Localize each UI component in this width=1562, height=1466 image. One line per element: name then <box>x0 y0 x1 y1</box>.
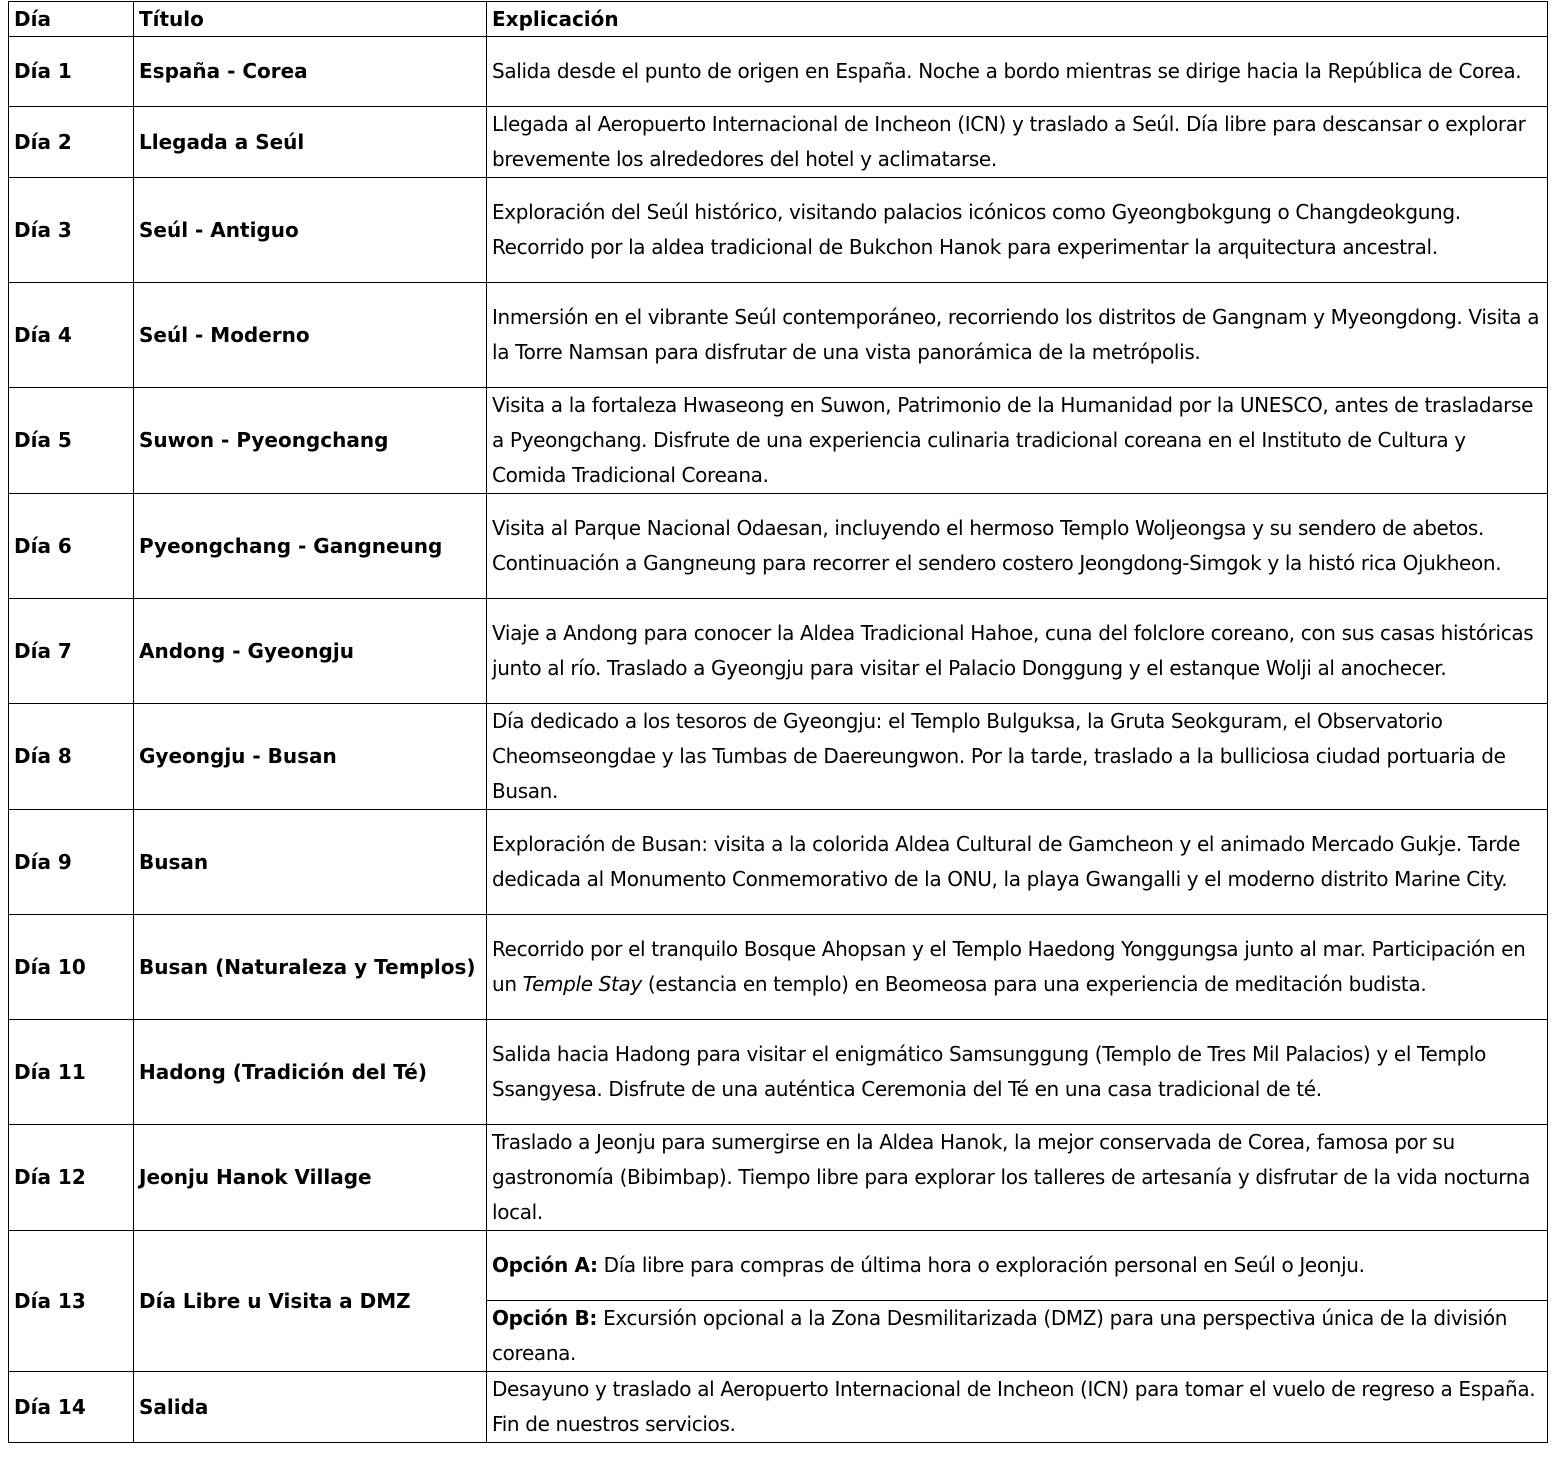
option-a-label: Opción A: <box>492 1253 598 1277</box>
day-cell: Día 5 <box>9 388 134 494</box>
description-cell: Llegada al Aeropuerto Internacional de Incheon (ICN) y traslado a Seúl. Día libre para descansar o explorar brevemente los alrededores del hotel y aclimatarse. <box>487 107 1548 178</box>
title-cell: Andong - Gyeongju <box>134 599 487 704</box>
description-cell <box>487 915 1548 1020</box>
option-a-text: Día libre para compras de última hora o exploración personal en Seúl o Jeonju. <box>597 1253 1365 1277</box>
option-b-text: Excursión opcional a la Zona Desmilitarizada (DMZ) para una perspectiva única de la división coreana. <box>492 1306 1508 1365</box>
title-cell: Día Libre u Visita a DMZ <box>134 1231 487 1372</box>
table-row <box>9 810 1548 915</box>
day-cell: Día 12 <box>9 1125 134 1231</box>
day-cell: Día 8 <box>9 704 134 810</box>
day-cell: Día 2 <box>9 107 134 178</box>
day-cell: Día 7 <box>9 599 134 704</box>
description-cell: Desayuno y traslado al Aeropuerto Internacional de Incheon (ICN) para tomar el vuelo de regreso a España. Fin de nuestros servicios. <box>487 1372 1548 1443</box>
description-cell: Visita al Parque Nacional Odaesan, incluyendo el hermoso Templo Woljeongsa y su sendero de abetos. Continuación a Gangneung para recorrer el sendero costero Jeongdong-Simgok y la histó rica Ojukheon. <box>487 494 1548 599</box>
description-cell: Visita a la fortaleza Hwaseong en Suwon, Patrimonio de la Humanidad por la UNESCO, antes de trasladarse a Pyeongchang. Disfrute de una experiencia culinaria tradicional coreana en el Instituto de Cultura y Comida Tradicional Coreana. <box>487 388 1548 494</box>
description-cell: Salida desde el punto de origen en España. Noche a bordo mientras se dirige hacia la República de Corea. <box>487 37 1548 107</box>
title-cell: Seúl - Moderno <box>134 283 487 388</box>
day-cell: Día 10 <box>9 915 134 1020</box>
title-cell: Llegada a Seúl <box>134 107 487 178</box>
table-row <box>9 915 1548 1020</box>
title-cell: Busan <box>134 810 487 915</box>
day-cell: Día 1 <box>9 37 134 107</box>
title-cell: Suwon - Pyeongchang <box>134 388 487 494</box>
table-row <box>9 178 1548 283</box>
description-cell: Traslado a Jeonju para sumergirse en la Aldea Hanok, la mejor conservada de Corea, famosa por su gastronomía (Bibimbap). Tiempo libre para explorar los talleres de artesanía y disfrutar de la vida nocturna local. <box>487 1125 1548 1231</box>
table-row <box>9 599 1548 704</box>
table-row <box>9 494 1548 599</box>
description-cell: Exploración de Busan: visita a la colorida Aldea Cultural de Gamcheon y el animado Mercado Gukje. Tarde dedicada al Monumento Conmemorativo de la ONU, la playa Gwangalli y el moderno distrito Marine City. <box>487 810 1548 915</box>
description-cell: Exploración del Seúl histórico, visitando palacios icónicos como Gyeongbokgung o Changdeokgung. Recorrido por la aldea tradicional de Bukchon Hanok para experimentar la arquitectura ancestral. <box>487 178 1548 283</box>
day-cell: Día 11 <box>9 1020 134 1125</box>
title-cell: Gyeongju - Busan <box>134 704 487 810</box>
day-cell: Día 13 <box>9 1231 134 1372</box>
day-cell: Día 3 <box>9 178 134 283</box>
title-cell: Hadong (Tradición del Té) <box>134 1020 487 1125</box>
table-row <box>9 1125 1548 1231</box>
description-emphasis: Temple Stay <box>522 972 642 996</box>
header-row <box>9 2 1548 37</box>
table-row <box>9 1372 1548 1443</box>
description-cell: Día dedicado a los tesoros de Gyeongju: el Templo Bulguksa, la Gruta Seokguram, el Observatorio Cheomseongdae y las Tumbas de Daereungwon. Por la tarde, traslado a la bulliciosa ciudad portuaria de Busan. <box>487 704 1548 810</box>
header-dia: Día <box>9 2 134 37</box>
itinerary-table <box>8 1 1548 1443</box>
day-cell: Día 14 <box>9 1372 134 1443</box>
description-cell: Viaje a Andong para conocer la Aldea Tradicional Hahoe, cuna del folclore coreano, con sus casas históricas junto al río. Traslado a Gyeongju para visitar el Palacio Donggung y el estanque Wolji al anochecer. <box>487 599 1548 704</box>
table-row <box>9 37 1548 107</box>
table-row <box>9 388 1548 494</box>
day-cell: Día 9 <box>9 810 134 915</box>
day-cell: Día 4 <box>9 283 134 388</box>
title-cell: Salida <box>134 1372 487 1443</box>
option-b-cell <box>487 1301 1548 1372</box>
table-row <box>9 1020 1548 1125</box>
description-cell: Salida hacia Hadong para visitar el enigmático Samsunggung (Templo de Tres Mil Palacios) y el Templo Ssangyesa. Disfrute de una auténtica Ceremonia del Té en una casa tradicional de té. <box>487 1020 1548 1125</box>
title-cell: Seúl - Antiguo <box>134 178 487 283</box>
option-a-cell <box>487 1231 1548 1301</box>
title-cell: España - Corea <box>134 37 487 107</box>
description-text: (estancia en templo) en Beomeosa para una experiencia de meditación budista. <box>641 972 1427 996</box>
table-row <box>9 1231 1548 1301</box>
header-titulo: Título <box>134 2 487 37</box>
title-cell: Busan (Naturaleza y Templos) <box>134 915 487 1020</box>
option-b-label: Opción B: <box>492 1306 598 1330</box>
day-cell: Día 6 <box>9 494 134 599</box>
title-cell: Jeonju Hanok Village <box>134 1125 487 1231</box>
header-explicacion: Explicación <box>487 2 1548 37</box>
description-text: Recorrido por el tranquilo Bosque Ahopsan y el Templo Haedong Yonggungsa junto al mar. Participación en un <box>492 937 1526 996</box>
table-row <box>9 107 1548 178</box>
table-row <box>9 704 1548 810</box>
title-cell: Pyeongchang - Gangneung <box>134 494 487 599</box>
table-row <box>9 283 1548 388</box>
description-cell: Inmersión en el vibrante Seúl contemporáneo, recorriendo los distritos de Gangnam y Myeongdong. Visita a la Torre Namsan para disfrutar de una vista panorámica de la metrópolis. <box>487 283 1548 388</box>
